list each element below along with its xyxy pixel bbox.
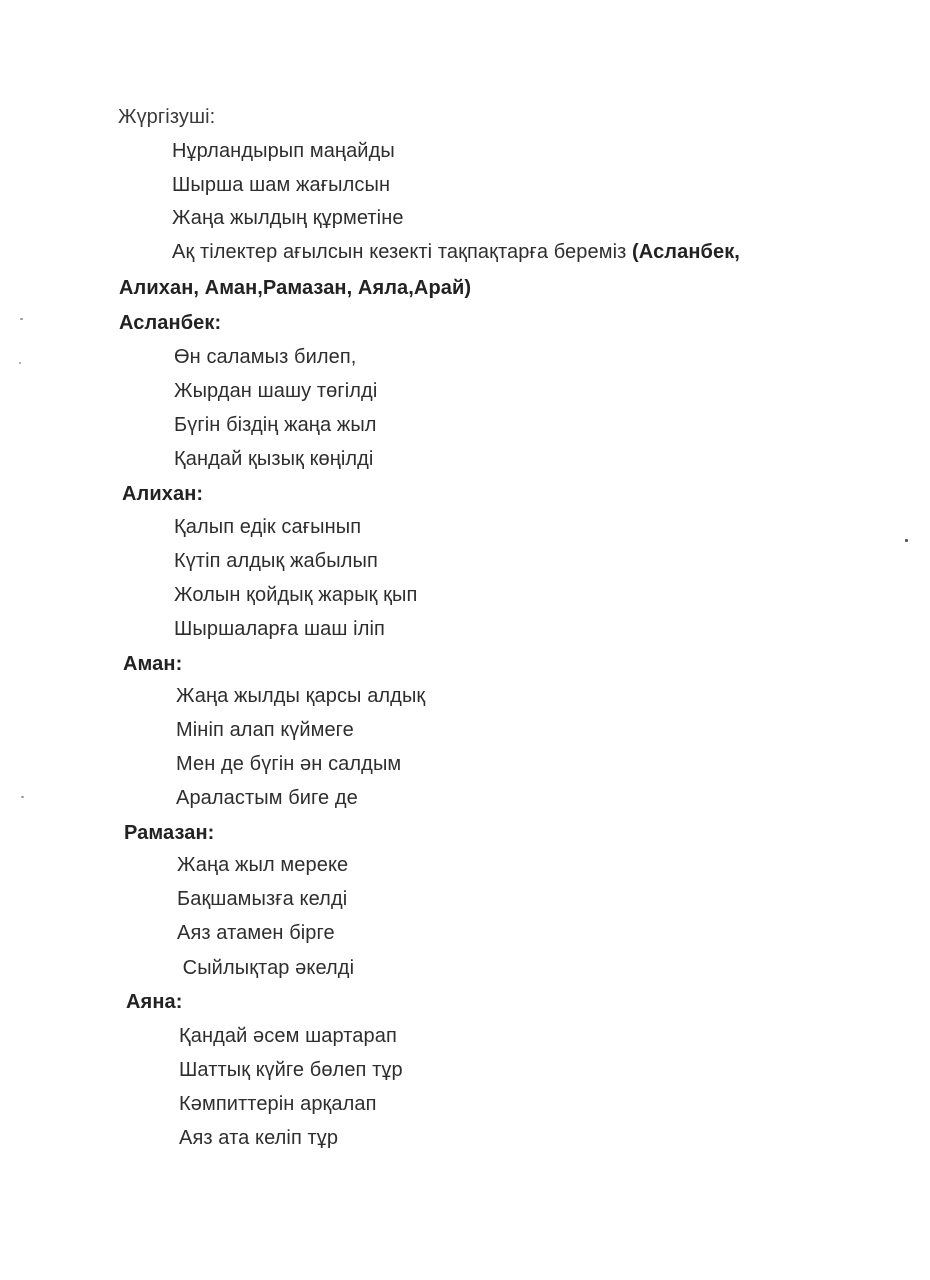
verse-line: Шаттық күйге бөлеп тұр bbox=[179, 1059, 403, 1081]
host-intro-names-2: Алихан, Аман,Рамазан, Аяла,Арай) bbox=[119, 277, 472, 299]
verse-line: Өн саламыз билеп, bbox=[174, 346, 357, 368]
host-intro-line bbox=[172, 240, 740, 264]
scan-speck bbox=[21, 796, 24, 798]
host-intro-names-1: (Асланбек, bbox=[632, 241, 740, 263]
host-label: Жүргізуші: bbox=[118, 106, 216, 128]
scan-speck bbox=[20, 318, 23, 320]
verse-line: Кәмпиттерін арқалап bbox=[179, 1093, 377, 1115]
verse-line: Араластым биге де bbox=[176, 787, 358, 809]
verse-line: Қандай әсем шартарап bbox=[179, 1025, 397, 1047]
host-line-2: Шырша шам жағылсын bbox=[172, 174, 391, 196]
speaker-name-ayana: Аяна: bbox=[126, 991, 183, 1013]
verse-line: Жырдан шашу төгілді bbox=[174, 380, 378, 402]
verse-line: Жаңа жыл мереке bbox=[177, 854, 349, 876]
verse-line: Күтіп алдық жабылып bbox=[174, 550, 378, 572]
verse-line: Мініп алап күймеге bbox=[176, 719, 354, 741]
verse-line: Жолын қойдық жарық қып bbox=[174, 584, 418, 606]
host-line-3: Жаңа жылдың құрметіне bbox=[172, 207, 404, 229]
verse-line: Мен де бүгін ән салдым bbox=[176, 753, 402, 775]
verse-line: Қалып едік сағынып bbox=[174, 516, 362, 538]
host-intro-text: Ақ тілектер ағылсын кезекті тақпақтарға береміз bbox=[172, 241, 633, 263]
scan-speck bbox=[905, 539, 908, 542]
speaker-name-aman: Аман: bbox=[123, 653, 183, 675]
scan-speck bbox=[19, 362, 21, 364]
verse-line: Қандай қызық көңілді bbox=[174, 448, 374, 470]
verse-line: Шыршаларға шаш іліп bbox=[174, 618, 385, 640]
verse-line: Аяз ата келіп тұр bbox=[179, 1127, 339, 1149]
verse-line: Бақшамызға келді bbox=[177, 888, 348, 910]
verse-line: Аяз атамен бірге bbox=[177, 922, 335, 944]
speaker-name-ramazan: Рамазан: bbox=[124, 822, 215, 844]
verse-line: Жаңа жылды қарсы алдық bbox=[176, 685, 426, 707]
verse-line: Сыйлықтар әкелді bbox=[177, 957, 355, 979]
host-line-1: Нұрландырып маңайды bbox=[172, 140, 395, 162]
verse-line: Бүгін біздің жаңа жыл bbox=[174, 414, 377, 436]
speaker-name-aslanbek: Асланбек: bbox=[119, 312, 222, 334]
speaker-name-alikhan: Алихан: bbox=[122, 483, 204, 505]
